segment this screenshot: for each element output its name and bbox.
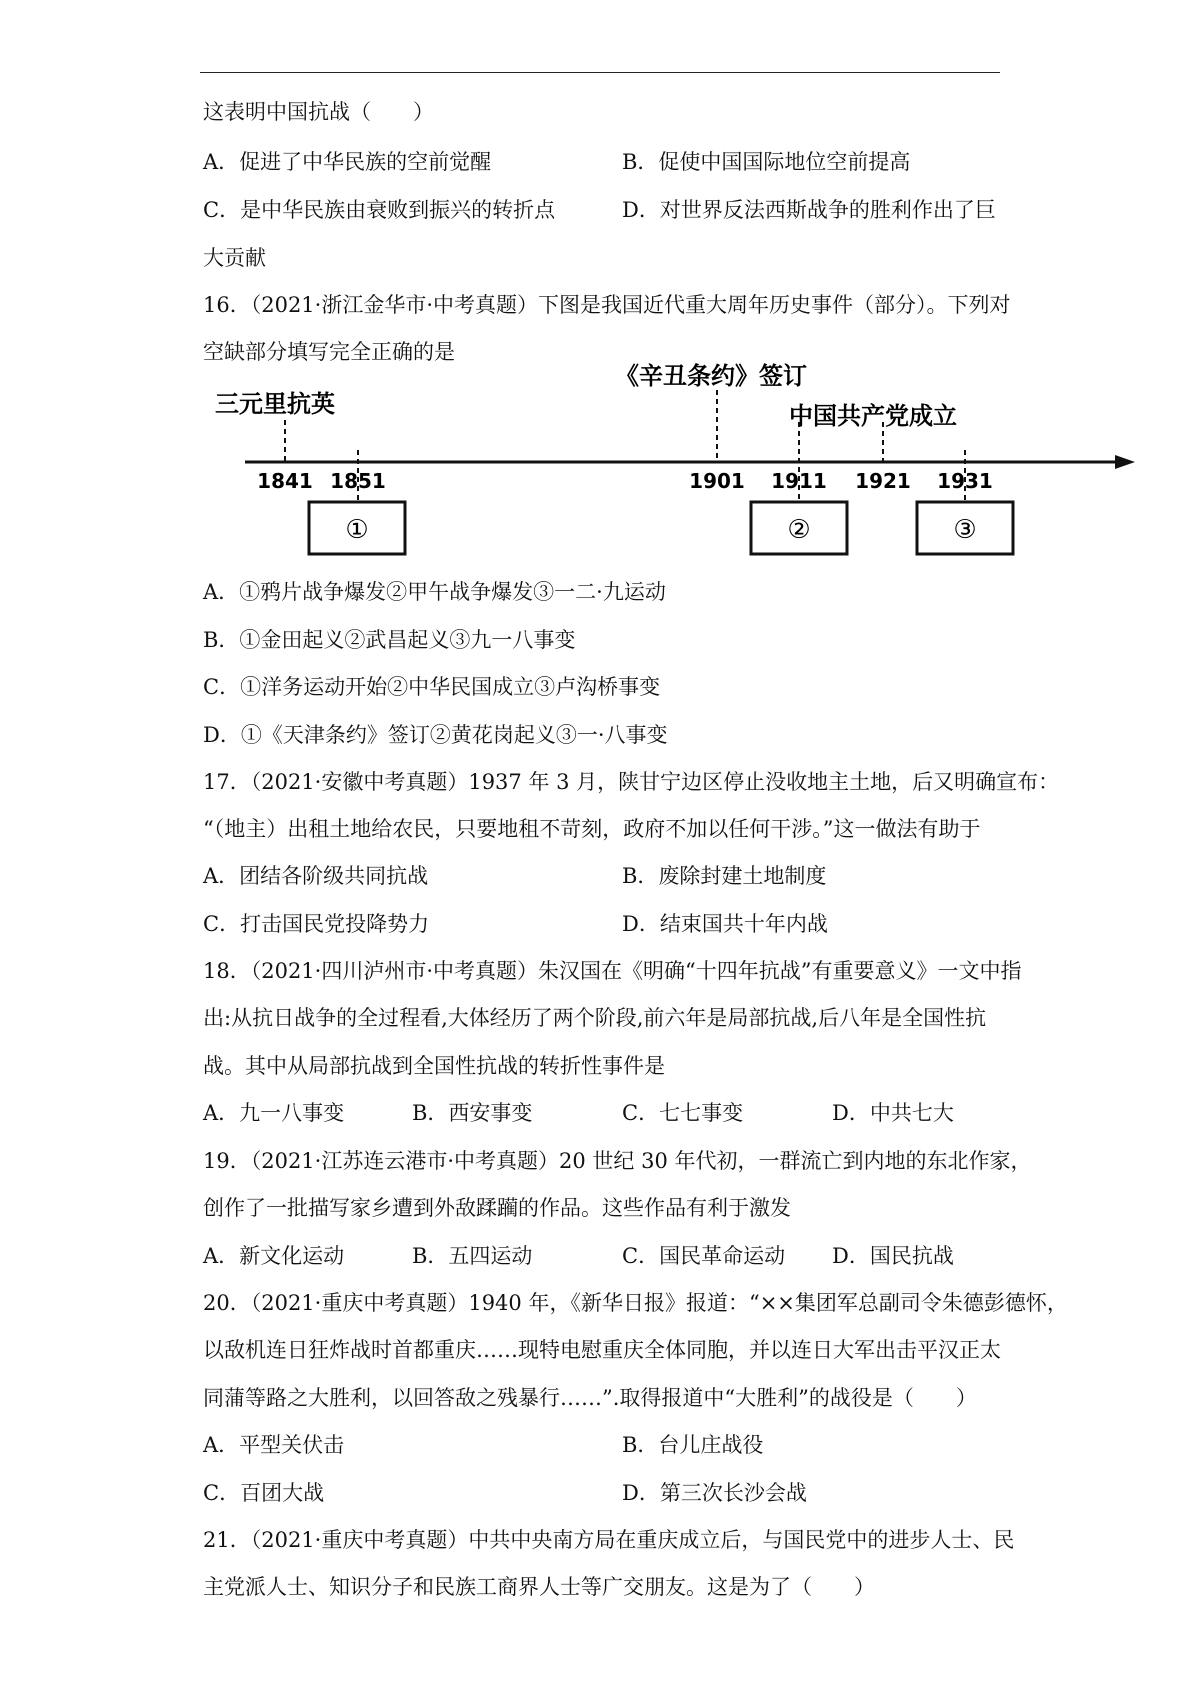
- q15-option-c: C．是中华民族由衰败到振兴的转折点: [203, 198, 556, 222]
- q16-stem-line2: 空缺部分填写完全正确的是: [203, 340, 455, 364]
- q17-stem-line1: 17．（2021·安徽中考真题）1937 年 3 月，陕甘宁边区停止没收地主土地，后又明确宣布：: [203, 770, 1060, 794]
- q21-stem-line2: 主党派人士、知识分子和民族工商界人士等广交朋友。这是为了（ ）: [203, 1575, 875, 1599]
- blank-label-3: ③: [953, 515, 977, 545]
- q18-option-a: A．九一八事变: [203, 1101, 345, 1125]
- year-label-1911: 1911: [771, 469, 827, 493]
- q16-option-d: D．①《天津条约》签订②黄花岗起义③一·八事变: [203, 723, 668, 747]
- year-label-1851: 1851: [330, 469, 386, 493]
- q17-option-b: B．废除封建土地制度: [622, 864, 827, 888]
- timeline-svg: [215, 362, 1145, 572]
- q20-stem-line1: 20．（2021·重庆中考真题）1940 年，《新华日报》报道：“××集团军总副司令朱德彭德怀，: [203, 1291, 1068, 1315]
- q18-option-d: D．中共七大: [832, 1101, 954, 1125]
- q18-option-b: B．西安事变: [412, 1101, 533, 1125]
- q15-option-d-cont: 大贡献: [203, 246, 266, 270]
- q18-option-c: C．七七事变: [622, 1101, 744, 1125]
- q19-option-d: D．国民抗战: [832, 1244, 954, 1268]
- year-label-1931: 1931: [937, 469, 993, 493]
- q16-stem-line1: 16．（2021·浙江金华市·中考真题）下图是我国近代重大周年历史事件（部分）。下列对: [203, 293, 1011, 317]
- q18-stem-line2: 出:从抗日战争的全过程看,大体经历了两个阶段,前六年是局部抗战,后八年是全国性抗: [203, 1006, 987, 1030]
- q20-stem-line2: 以敌机连日狂炸战时首都重庆……现特电慰重庆全体同胞，并以连日大军出击平汉正太: [203, 1338, 1001, 1362]
- q16-timeline-figure: [215, 362, 1145, 572]
- q18-stem-line1: 18．（2021·四川泸州市·中考真题）朱汉国在《明确“十四年抗战”有重要意义》一文中指: [203, 959, 1022, 983]
- q16-option-a: A．①鸦片战争爆发②甲午战争爆发③一二·九运动: [203, 580, 666, 604]
- q19-stem-line1: 19．（2021·江苏连云港市·中考真题）20 世纪 30 年代初，一群流亡到内地的东北作家，: [203, 1149, 1032, 1173]
- q15-option-d: D．对世界反法西斯战争的胜利作出了巨: [622, 198, 996, 222]
- q15-option-b: B．促使中国国际地位空前提高: [622, 150, 911, 174]
- q19-option-c: C．国民革命运动: [622, 1244, 786, 1268]
- event-sanyuanli: 三元里抗英: [215, 390, 335, 418]
- q17-option-a: A．团结各阶级共同抗战: [203, 864, 429, 888]
- q19-option-a: A．新文化运动: [203, 1244, 345, 1268]
- q16-option-b: B．①金田起义②武昌起义③九一八事变: [203, 628, 576, 652]
- q16-option-c: C．①洋务运动开始②中华民国成立③卢沟桥事变: [203, 675, 661, 699]
- q15-option-a: A．促进了中华民族的空前觉醒: [203, 150, 492, 174]
- q15-stem-tail: 这表明中国抗战（ ）: [203, 100, 434, 124]
- year-label-1921: 1921: [855, 469, 911, 493]
- blank-label-2: ②: [787, 515, 811, 545]
- year-label-1901: 1901: [689, 469, 745, 493]
- q19-option-b: B．五四运动: [412, 1244, 533, 1268]
- timeline-arrow-icon: [1115, 455, 1135, 469]
- q17-stem-line2: “（地主）出租土地给农民，只要地租不苛刻，政府不加以任何干涉。”这一做法有助于: [203, 817, 981, 841]
- q20-option-b: B．台儿庄战役: [622, 1433, 764, 1457]
- q17-option-d: D．结束国共十年内战: [622, 912, 828, 936]
- q19-stem-line2: 创作了一批描写家乡遭到外敌蹂躏的作品。这些作品有利于激发: [203, 1196, 791, 1220]
- q20-stem-line3: 同蒲等路之大胜利，以回答敌之残暴行……”.取得报道中“大胜利”的战役是（ ）: [203, 1386, 977, 1410]
- q20-option-d: D．第三次长沙会战: [622, 1481, 807, 1505]
- q20-option-a: A．平型关伏击: [203, 1433, 345, 1457]
- q20-option-c: C．百团大战: [203, 1481, 325, 1505]
- header-rule: [200, 72, 1000, 73]
- event-xinchou-treaty: 《辛丑条约》签订: [615, 362, 807, 390]
- year-label-1841: 1841: [257, 469, 313, 493]
- blank-label-1: ①: [345, 515, 369, 545]
- q18-stem-line3: 战。其中从局部抗战到全国性抗战的转折性事件是: [203, 1054, 665, 1078]
- q21-stem-line1: 21．（2021·重庆中考真题）中共中央南方局在重庆成立后，与国民党中的进步人士、民: [203, 1528, 1015, 1552]
- q17-option-c: C．打击国民党投降势力: [203, 912, 430, 936]
- event-cpc-founded: 中国共产党成立: [789, 402, 957, 430]
